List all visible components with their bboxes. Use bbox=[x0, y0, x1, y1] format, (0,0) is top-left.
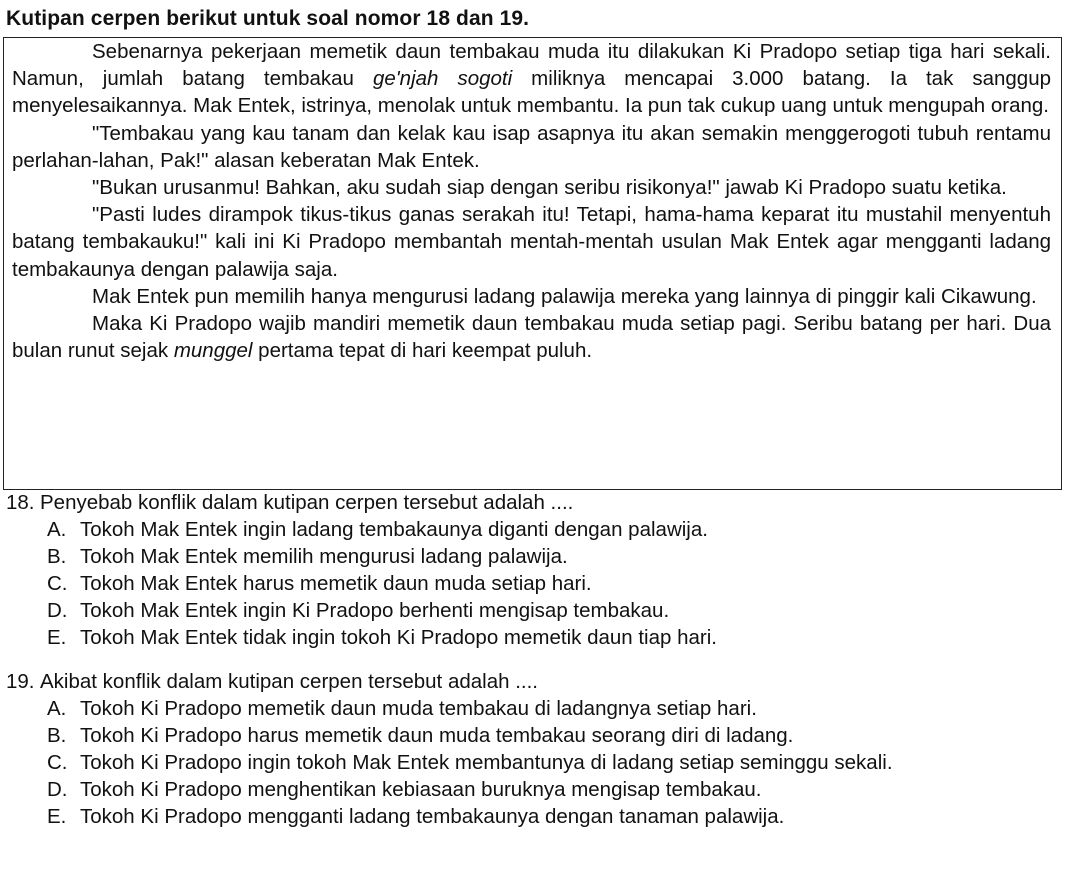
option-19-e[interactable] bbox=[47, 803, 1064, 830]
question-stem bbox=[6, 668, 1064, 695]
passage-italic-term: munggel bbox=[173, 339, 253, 363]
option-letter: D. bbox=[47, 778, 68, 801]
option-letter: A. bbox=[47, 697, 67, 720]
section-heading: Kutipan cerpen berikut untuk soal nomor 18 dan 19. bbox=[6, 7, 530, 30]
option-letter: B. bbox=[47, 545, 67, 568]
option-letter: D. bbox=[47, 599, 68, 622]
passage-paragraph-5: Mak Entek pun memilih hanya mengurusi ladang palawija mereka yang lainnya di pinggir kali Cikawung. bbox=[92, 284, 1037, 308]
passage-paragraph-2: "Tembakau yang kau tanam dan kelak kau isap asapnya itu akan semakin menggerogoti tubuh rentamu perlahan-lahan, Pak!" alasan keberatan Mak Entek. bbox=[12, 121, 1051, 172]
passage-text: Sebenarnya pekerjaan memetik daun tembakau muda itu dilakukan Ki Pradopo setiap tiga hari sekali. Namun, jumlah batang tembakau bbox=[12, 40, 1051, 91]
option-letter: C. bbox=[47, 572, 68, 595]
option-19-c[interactable] bbox=[47, 749, 1064, 776]
passage-paragraph-6 bbox=[12, 310, 1051, 364]
option-letter: E. bbox=[47, 626, 67, 649]
option-19-a[interactable] bbox=[47, 695, 1064, 722]
answer-options bbox=[6, 516, 1064, 651]
option-18-e[interactable] bbox=[47, 624, 1064, 651]
option-18-a[interactable] bbox=[47, 516, 1064, 543]
option-18-c[interactable] bbox=[47, 570, 1064, 597]
option-text: Tokoh Ki Pradopo mengganti ladang tembakaunya dengan tanaman palawija. bbox=[80, 805, 785, 828]
question-text: Akibat konflik dalam kutipan cerpen tersebut adalah .... bbox=[40, 670, 538, 693]
option-text: Tokoh Mak Entek ingin ladang tembakaunya diganti dengan palawija. bbox=[80, 518, 708, 541]
passage-text: pertama tepat di hari keempat puluh. bbox=[252, 339, 593, 363]
option-letter: E. bbox=[47, 805, 67, 828]
option-18-d[interactable] bbox=[47, 597, 1064, 624]
option-text: Tokoh Mak Entek ingin Ki Pradopo berhenti mengisap tembakau. bbox=[80, 599, 670, 622]
option-text: Tokoh Ki Pradopo menghentikan kebiasaan buruknya mengisap tembakau. bbox=[80, 778, 762, 801]
question-text: Penyebab konflik dalam kutipan cerpen tersebut adalah .... bbox=[40, 491, 574, 514]
passage-italic-term: ge'njah sogoti bbox=[372, 67, 513, 91]
option-text: Tokoh Ki Pradopo harus memetik daun muda tembakau seorang diri di ladang. bbox=[80, 724, 794, 747]
question-19 bbox=[6, 668, 1064, 830]
option-text: Tokoh Ki Pradopo ingin tokoh Mak Entek membantunya di ladang setiap seminggu sekali. bbox=[80, 751, 893, 774]
option-letter: A. bbox=[47, 518, 67, 541]
passage-text: Maka Ki Pradopo wajib mandiri memetik daun tembakau muda setiap pagi. Seribu batang per hari. Dua bulan runut sejak bbox=[12, 312, 1051, 363]
passage-text: miliknya mencapai 3.000 batang. Ia tak sanggup menyelesaikannya. Mak Entek, istrinya, menolak untuk membantu. Ia pun tak cukup uang untuk mengupah orang. bbox=[12, 67, 1051, 118]
option-letter: C. bbox=[47, 751, 68, 774]
story-excerpt-box bbox=[3, 37, 1062, 490]
option-text: Tokoh Ki Pradopo memetik daun muda tembakau di ladangnya setiap hari. bbox=[80, 697, 757, 720]
option-text: Tokoh Mak Entek memilih mengurusi ladang palawija. bbox=[80, 545, 568, 568]
answer-options bbox=[6, 695, 1064, 830]
option-18-b[interactable] bbox=[47, 543, 1064, 570]
question-18 bbox=[6, 489, 1064, 651]
option-text: Tokoh Mak Entek tidak ingin tokoh Ki Pradopo memetik daun tiap hari. bbox=[80, 626, 717, 649]
passage-paragraph-1 bbox=[12, 38, 1051, 120]
passage-paragraph-3: "Bukan urusanmu! Bahkan, aku sudah siap dengan seribu risikonya!" jawab Ki Pradopo suatu ketika. bbox=[92, 176, 1007, 200]
option-19-d[interactable] bbox=[47, 776, 1064, 803]
passage-paragraph-4: "Pasti ludes dirampok tikus-tikus ganas serakah itu! Tetapi, hama-hama keparat itu mustahil menyentuh batang tembakauku!" kali ini Ki Pradopo membantah mentah-mentah usulan Mak Entek agar mengganti ladang tembakaunya dengan palawija saja. bbox=[12, 203, 1051, 281]
question-stem bbox=[6, 489, 1064, 516]
option-19-b[interactable] bbox=[47, 722, 1064, 749]
option-letter: B. bbox=[47, 724, 67, 747]
question-number: 18. bbox=[6, 491, 35, 514]
question-number: 19. bbox=[6, 670, 35, 693]
option-text: Tokoh Mak Entek harus memetik daun muda setiap hari. bbox=[80, 572, 592, 595]
